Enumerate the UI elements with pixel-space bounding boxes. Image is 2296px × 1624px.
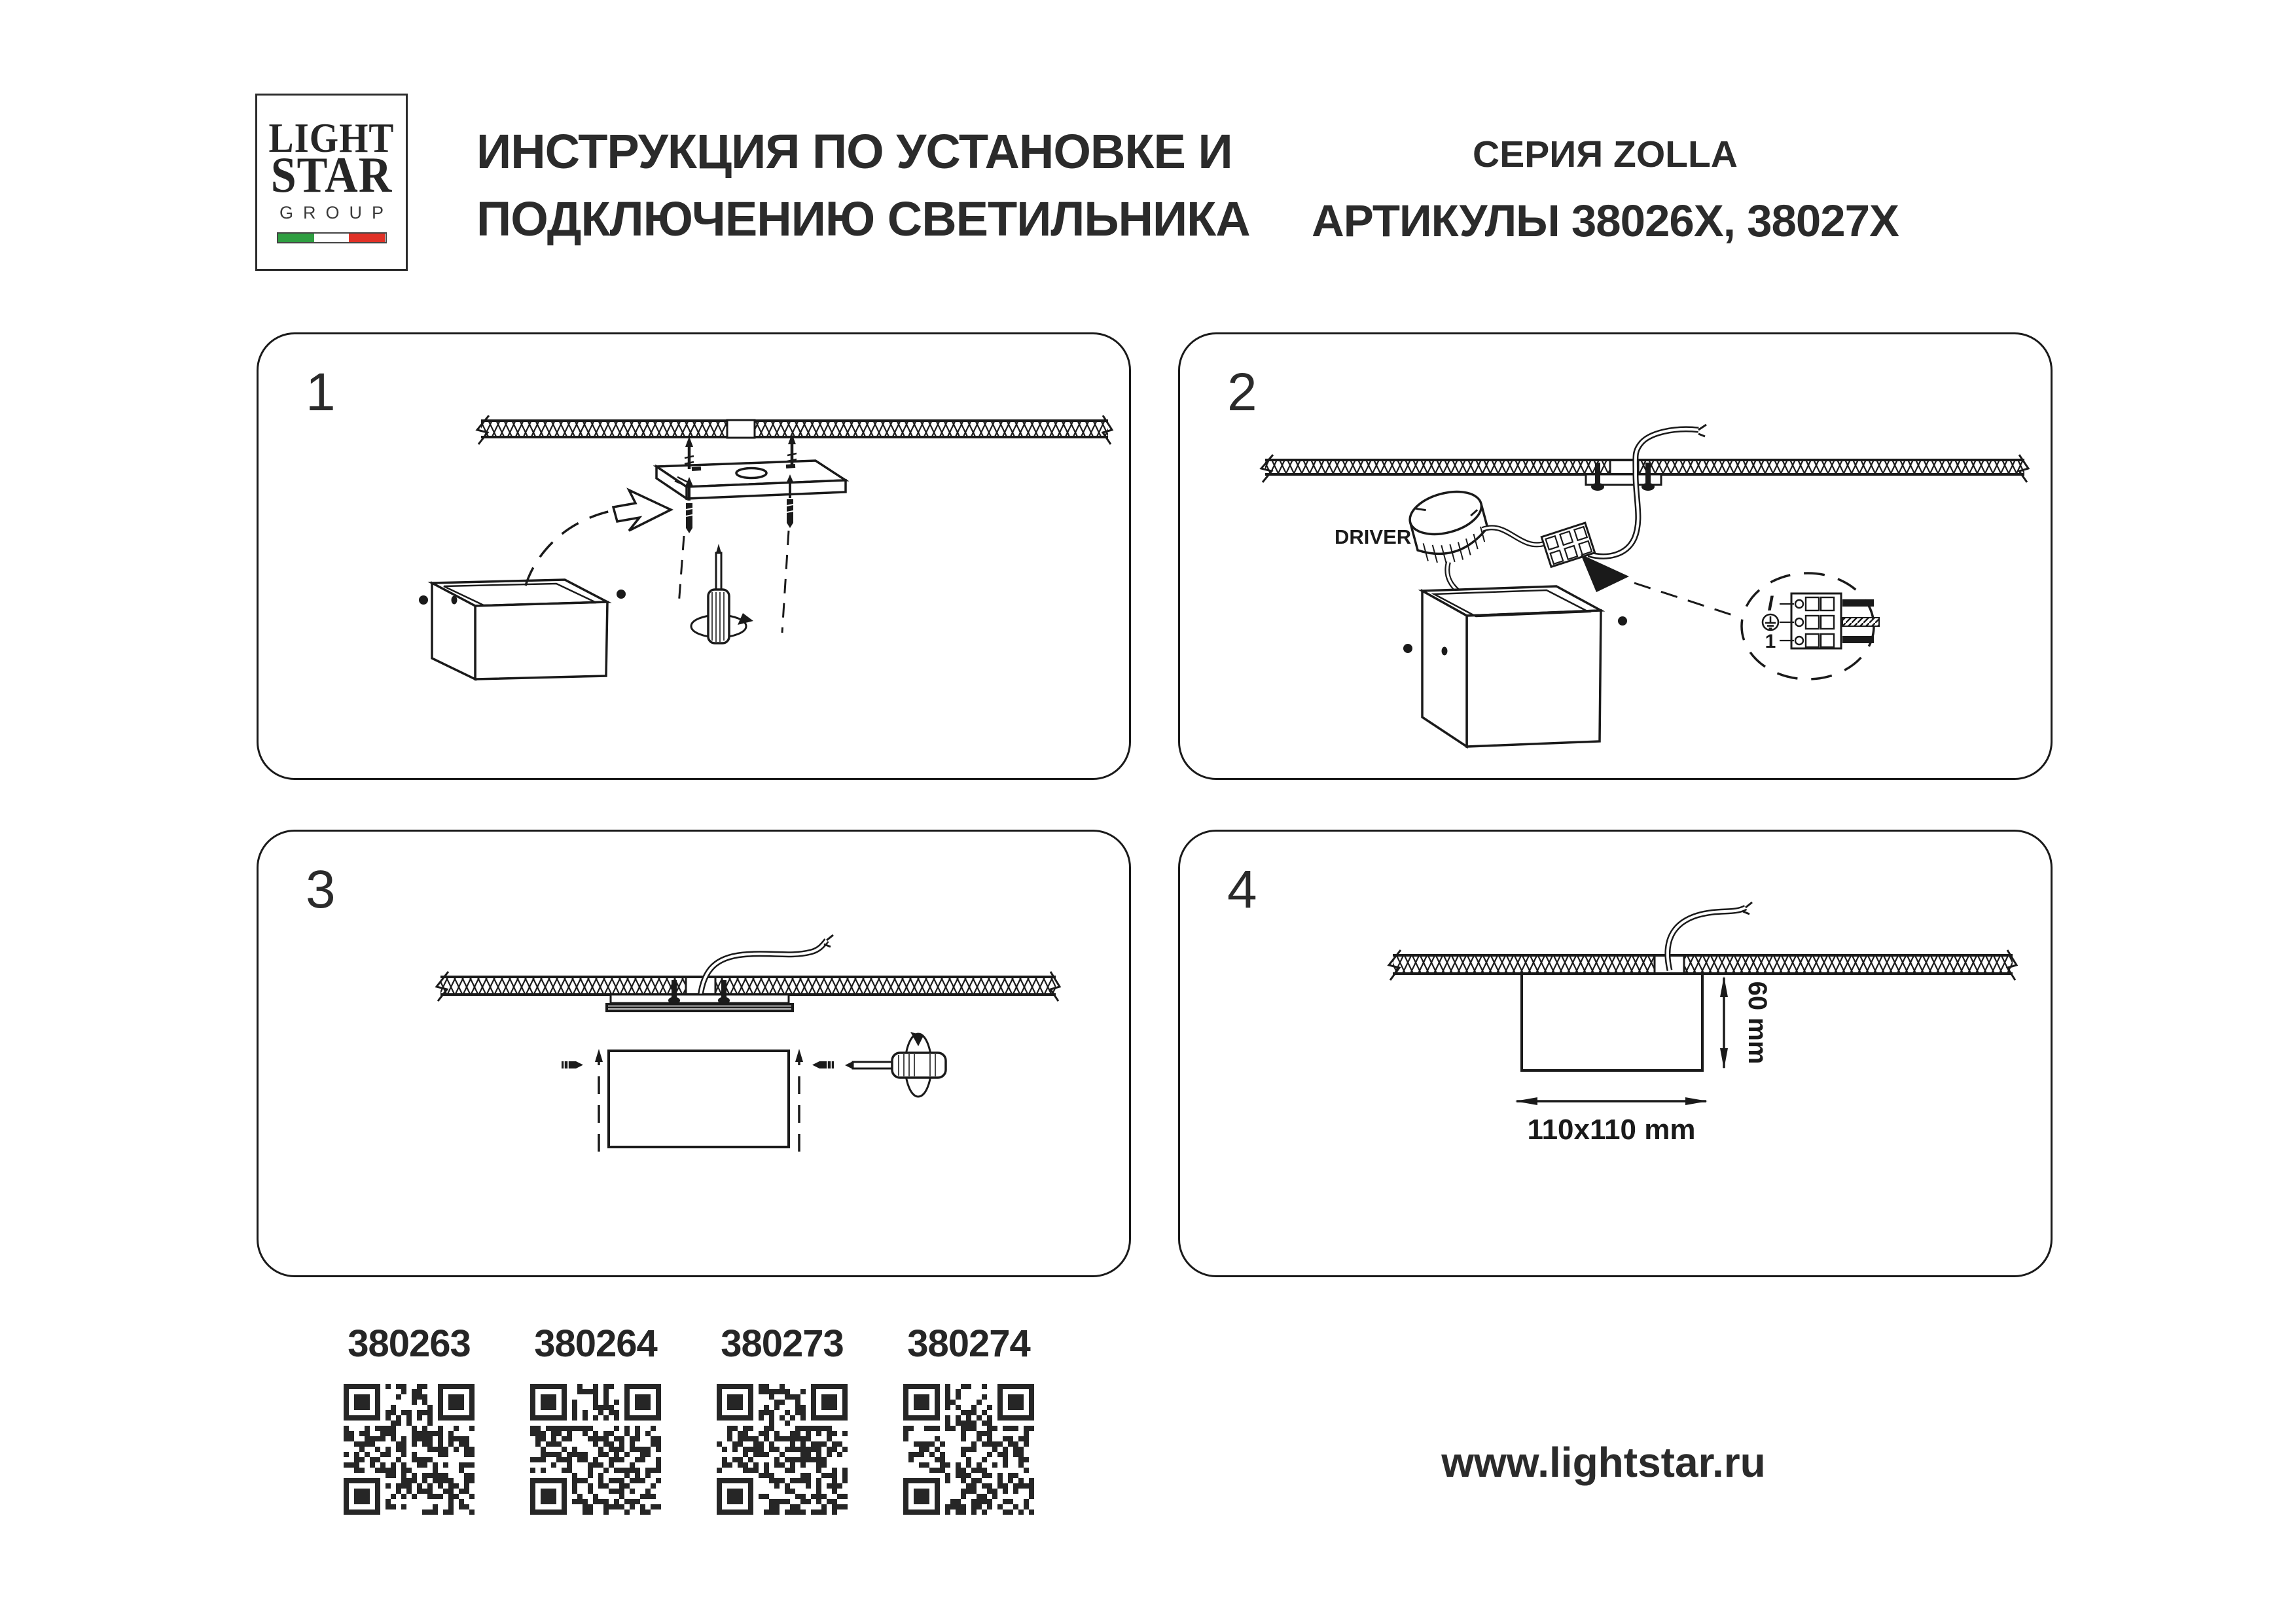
step-1-number: 1 [306, 362, 336, 422]
screw-icon [782, 474, 794, 633]
step-4-panel [1178, 830, 2053, 1277]
housing-screw-dot [1403, 644, 1412, 653]
step-2-number: 2 [1227, 362, 1257, 422]
terminal-wire-earth [1842, 618, 1879, 626]
drill-hole [727, 420, 755, 438]
lamp-housing [1403, 586, 1627, 747]
driver-label: DRIVER [1335, 525, 1412, 548]
article-number: 380274 [907, 1322, 1030, 1365]
driver-icon [1405, 484, 1494, 570]
side-screw-icon [812, 1061, 834, 1068]
title-line-1: ИНСТРУКЦИЯ ПО УСТАНОВКЕ И [476, 124, 1232, 179]
logo-line-group: GROUP [279, 202, 393, 222]
lamp-housing [1522, 974, 1702, 1070]
lamp-housing [609, 1051, 789, 1147]
step-2-diagram [1180, 334, 2051, 778]
step-1-diagram [259, 334, 1129, 778]
qr-code [344, 1384, 475, 1515]
page-title [476, 118, 1250, 253]
mounting-plate [656, 461, 846, 499]
qr-item [334, 1322, 484, 1515]
qr-code [717, 1384, 848, 1515]
website-url: www.lightstar.ru [1441, 1439, 1766, 1486]
logo-line-light: LIGHT [268, 115, 395, 162]
lightstar-logo [255, 94, 408, 271]
italian-flag-icon [277, 232, 387, 243]
step-2-panel [1178, 332, 2053, 780]
lamp-housing [419, 580, 626, 679]
callout-leader [679, 536, 684, 605]
housing-screw-dot [419, 595, 428, 605]
logo-line-star: STAR [270, 147, 393, 203]
ceiling-hatch [477, 415, 1112, 444]
terminal-detail [1742, 573, 1879, 679]
qr-item [520, 1322, 671, 1515]
article-number: 380263 [348, 1322, 471, 1365]
screwdriver-icon [845, 1032, 946, 1097]
terminal-n-label: 1 [1765, 631, 1776, 652]
callout-leader [782, 531, 789, 633]
terminal-wire-neutral [1842, 636, 1874, 643]
housing-screw-dot [617, 590, 626, 599]
step-3-diagram [259, 832, 1129, 1275]
qr-code [903, 1384, 1034, 1515]
terminal-wire-line [1842, 599, 1874, 607]
step-3-number: 3 [306, 860, 336, 919]
terminal-l-label: I [1767, 591, 1774, 615]
cutout-dimension-label: 110x110 mm [1527, 1114, 1696, 1146]
screwdriver-icon [691, 544, 753, 643]
article-number: 380264 [534, 1322, 657, 1365]
housing-screw-dot [1618, 616, 1627, 626]
articles-label: АРТИКУЛЫ 38026X, 38027X [1311, 196, 1899, 246]
direction-arrowhead [1581, 554, 1629, 592]
article-number: 380273 [721, 1322, 844, 1365]
dashed-move-arrow [526, 490, 671, 586]
step-4-number: 4 [1227, 860, 1257, 919]
qr-item [707, 1322, 857, 1515]
housing-screw-hole [1442, 647, 1448, 656]
dimension-arrow-vertical [1720, 976, 1772, 1069]
fixture-strip [605, 1003, 794, 1012]
step-4-diagram [1180, 832, 2051, 1275]
qr-item [893, 1322, 1044, 1515]
housing-screw-hole [452, 596, 457, 605]
qr-code [530, 1384, 661, 1515]
step-3-panel [257, 830, 1131, 1277]
title-line-2: ПОДКЛЮЧЕНИЮ СВЕТИЛЬНИКА [476, 192, 1250, 246]
terminal-block [1791, 593, 1841, 648]
height-dimension-label: 60 mm [1743, 981, 1772, 1065]
callout-leader [1634, 583, 1738, 617]
step-1-panel [257, 332, 1131, 780]
side-screw-icon [562, 1061, 583, 1068]
dimension-arrow-horizontal [1515, 1097, 1708, 1146]
series-label: СЕРИЯ ZOLLA [1473, 133, 1738, 175]
